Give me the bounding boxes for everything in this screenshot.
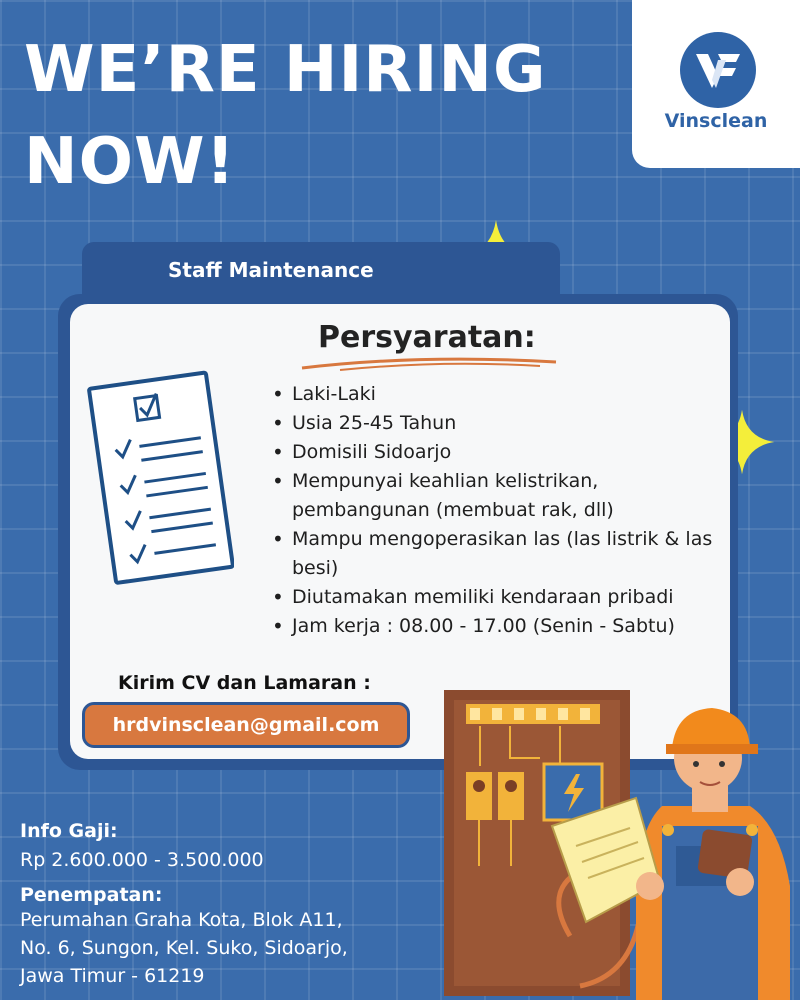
salary-value: Rp 2.600.000 - 3.500.000 [20, 849, 264, 871]
hiring-headline [24, 24, 546, 208]
requirement-item: • Usia 25-45 Tahun [270, 409, 720, 438]
requirement-item: • Jam kerja : 08.00 - 17.00 (Senin - Sabtu) [270, 612, 720, 641]
requirement-item: • Mempunyai keahlian kelistrikan, pembangunan (membuat rak, dll) [270, 467, 720, 525]
technician-illustration [440, 686, 800, 1000]
placement-info [20, 884, 348, 990]
placement-label: Penempatan: [20, 884, 163, 906]
apply-label: Kirim CV dan Lamaran : [118, 672, 371, 694]
placement-address-line: Jawa Timur - 61219 [20, 965, 205, 987]
requirements-heading: Persyaratan: [318, 320, 536, 355]
requirement-item: • Laki-Laki [270, 380, 720, 409]
requirement-item: • Diutamakan memiliki kendaraan pribadi [270, 583, 720, 612]
placement-address-line: Perumahan Graha Kota, Blok A11, [20, 909, 343, 931]
placement-address-line: No. 6, Sungon, Kel. Suko, Sidoarjo, [20, 937, 348, 959]
vinsclean-logo-icon [678, 30, 758, 110]
headline-line-1: WE’RE HIRING [24, 33, 547, 107]
logo-name: Vinsclean [664, 110, 768, 132]
requirement-item: • Mampu mengoperasikan las (las listrik & las besi) [270, 525, 720, 583]
salary-info [20, 820, 264, 874]
requirements-list [270, 380, 720, 641]
salary-label: Info Gaji: [20, 820, 118, 842]
email-button[interactable]: hrdvinsclean@gmail.com [82, 702, 410, 748]
logo-card [632, 0, 800, 168]
position-tab [82, 242, 560, 300]
headline-line-2: NOW! [24, 125, 236, 199]
checklist-icon [84, 368, 234, 588]
requirement-item: • Domisili Sidoarjo [270, 438, 720, 467]
position-title: Staff Maintenance [168, 258, 374, 282]
heading-underline [300, 352, 560, 374]
